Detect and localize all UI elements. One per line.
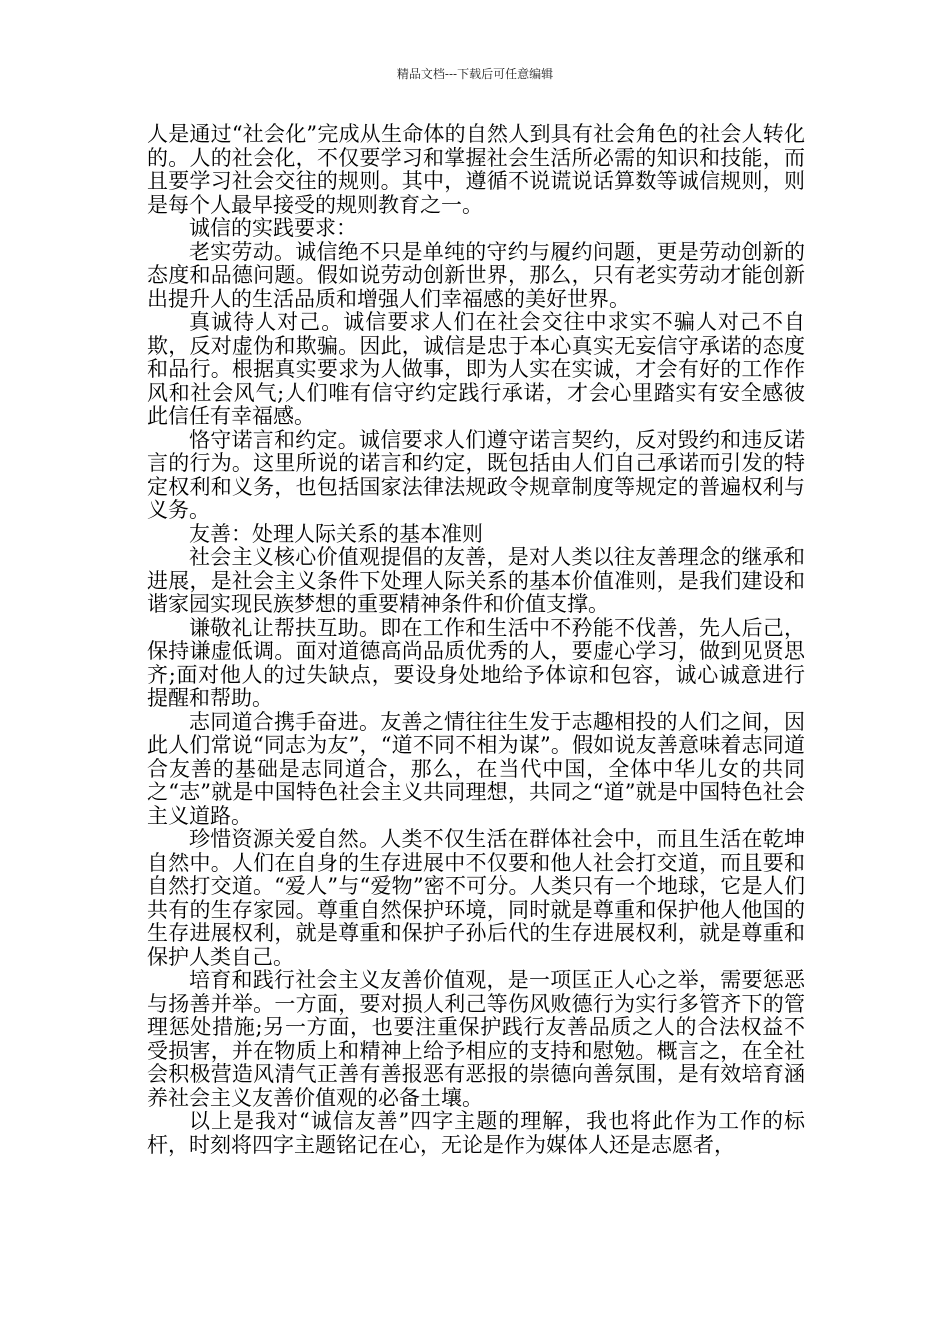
- paragraph-modesty: 谦敬礼让帮扶互助。即在工作和生活中不矜能不伐善，先人后己，保持谦虚低调。面对道德高尚品质优秀的人，要虚心学习，做到见贤思齐;面对他人的过失缺点，要设身处地给予体谅和包容，诚心诚意进行提醒和帮助。: [147, 615, 805, 710]
- paragraph-socialization: 人是通过“社会化”完成从生命体的自然人到具有社会角色的社会人转化的。人的社会化，不仅要学习和掌握社会生活所必需的知识和技能，而且要学习社会交往的规则。其中，遵循不说谎说话算数等诚信规则，则是每个人最早接受的规则教育之一。: [147, 122, 805, 217]
- paragraph-cherish-nature: 珍惜资源关爱自然。人类不仅生活在群体社会中，而且生活在乾坤自然中。人们在自身的生存进展中不仅要和他人社会打交道，而且要和自然打交道。“爱人”与“爱物”密不可分。人类只有一个地球，它是人们共有的生存家园。尊重自然保护环境，同时就是尊重和保护他人他国的生存进展权利，就是尊重和保护子孙后代的生存进展权利，就是尊重和保护人类自己。: [147, 827, 805, 969]
- paragraph-conclusion: 以上是我对“诚信友善”四字主题的理解，我也将此作为工作的标杆，时刻将四字主题铭记在心，无论是作为媒体人还是志愿者，: [147, 1109, 805, 1157]
- page-header: 精品文档---下载后可任意编辑: [396, 67, 554, 81]
- paragraph-keep-promises: 恪守诺言和约定。诚信要求人们遵守诺言契约，反对毁约和违反诺言的行为。这里所说的诺言和约定，既包括由人们自己承诺而引发的特定权利和义务，也包括国家法律法规政令规章制度等规定的普遍权利与义务。: [147, 427, 805, 522]
- document-body: [147, 123, 805, 1157]
- paragraph-cultivate-values: 培育和践行社会主义友善价值观，是一项匡正人心之举，需要惩恶与扬善并举。一方面，要对损人利己等伤风败德行为实行多管齐下的管理惩处措施;另一方面，也要注重保护践行友善品质之人的合法权益不受损害，并在物质上和精神上给予相应的支持和慰勉。概言之，在全社会积极营造风清气正善有善报恶有恶报的崇德向善氛围，是有效培育涵养社会主义友善价值观的必备土壤。: [147, 968, 805, 1110]
- paragraph-sincerity: 真诚待人对己。诚信要求人们在社会交往中求实不骗人对己不自欺，反对虚伪和欺骗。因此，诚信是忠于本心真实无妄信守承诺的态度和品行。根据真实要求为人做事，即为人实在实诚，才会有好的工作作风和社会风气;人们唯有信守约定践行承诺，才会心里踏实有安全感彼此信任有幸福感。: [147, 310, 805, 428]
- paragraph-friendliness-heading: 友善：处理人际关系的基本准则: [189, 521, 483, 546]
- paragraph-honesty-heading: 诚信的实践要求：: [189, 216, 357, 240]
- paragraph-friendliness-core: 社会主义核心价值观提倡的友善，是对人类以往友善理念的继承和进展，是社会主义条件下处理人际关系的基本价值准则，是我们建设和谐家园实现民族梦想的重要精神条件和价值支撑。: [147, 545, 805, 616]
- paragraph-shared-goals: 志同道合携手奋进。友善之情往往生发于志趣相投的人们之间，因此人们常说“同志为友”，“道不同不相为谋”。假如说友善意味着志同道合友善的基础是志同道合，那么，在当代中国，全体中华儿女的共同之“志”就是中国特色社会主义共同理想，共同之“道”就是中国特色社会主义道路。: [147, 709, 805, 828]
- paragraph-honest-labor: 老实劳动。诚信绝不只是单纯的守约与履约问题，更是劳动创新的态度和品德问题。假如说劳动创新世界，那么，只有老实劳动才能创新出提升人的生活品质和增强人们幸福感的美好世界。: [147, 239, 805, 311]
